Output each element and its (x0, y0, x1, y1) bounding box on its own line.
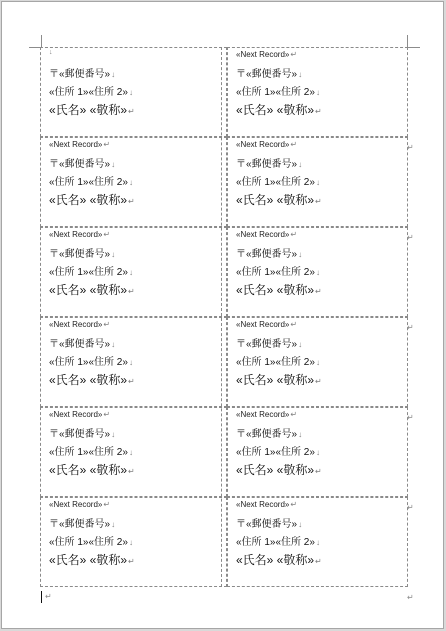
paragraph-mark: ↵ (290, 50, 298, 59)
name-field[interactable] (49, 371, 135, 388)
address-field-text: «住所 1»«住所 2» (236, 87, 315, 98)
address-field-text: «住所 1»«住所 2» (236, 177, 315, 188)
next-record-field[interactable] (236, 410, 297, 419)
zip-code-field[interactable] (236, 155, 302, 170)
row-end-mark: ↵ (407, 503, 414, 512)
label-cell[interactable] (227, 137, 408, 227)
next-record-field[interactable] (49, 140, 110, 149)
line-end-mark: ↵ (128, 467, 135, 476)
line-end-mark: ↵ (128, 107, 135, 116)
next-record-text: «Next Record» (49, 140, 103, 149)
zip-code-field-text: 〒«郵便番号» (236, 429, 298, 440)
address-field-text: «住所 1»«住所 2» (49, 267, 128, 278)
address-field[interactable] (49, 173, 133, 188)
address-field[interactable] (49, 263, 133, 278)
line-end-mark: ↓ (315, 358, 320, 367)
line-end-mark: ↓ (128, 88, 133, 97)
address-field-text: «住所 1»«住所 2» (49, 177, 128, 188)
line-end-mark: ↓ (111, 340, 116, 349)
line-end-mark: ↵ (128, 377, 135, 386)
address-field-text: «住所 1»«住所 2» (49, 357, 128, 368)
zip-code-field[interactable] (49, 65, 115, 80)
address-field[interactable] (236, 83, 320, 98)
name-field[interactable] (49, 281, 135, 298)
line-end-mark: ↓ (128, 538, 133, 547)
name-field-text: «氏名» «敬称» (49, 463, 128, 477)
paragraph-mark: ↵ (290, 320, 298, 329)
address-field[interactable] (236, 353, 320, 368)
zip-code-field[interactable] (236, 335, 302, 350)
address-field[interactable] (236, 173, 320, 188)
label-cell[interactable] (227, 227, 408, 317)
address-field[interactable] (236, 533, 320, 548)
name-field-text: «氏名» «敬称» (49, 193, 128, 207)
line-end-mark: ↓ (315, 178, 320, 187)
name-field-text: «氏名» «敬称» (236, 373, 315, 387)
zip-code-field[interactable] (236, 515, 302, 530)
address-field[interactable] (236, 263, 320, 278)
zip-code-field-text: 〒«郵便番号» (236, 339, 298, 350)
zip-code-field-text: 〒«郵便番号» (236, 249, 298, 260)
zip-code-field-text: 〒«郵便番号» (49, 339, 111, 350)
line-end-mark: ↓ (128, 178, 133, 187)
zip-code-field[interactable] (49, 335, 115, 350)
paragraph-mark: ↵ (103, 230, 111, 239)
label-cell[interactable] (40, 317, 227, 407)
line-end-mark: ↵ (315, 557, 322, 566)
label-cell[interactable] (40, 227, 227, 317)
line-end-mark: ↓ (128, 268, 133, 277)
line-end-mark: ↓ (298, 340, 303, 349)
next-record-text: «Next Record» (236, 410, 290, 419)
line-end-mark: ↓ (111, 70, 116, 79)
paragraph-mark: ↵ (103, 500, 111, 509)
name-field[interactable] (49, 101, 135, 118)
zip-code-field[interactable] (49, 425, 115, 440)
zip-code-field-text: 〒«郵便番号» (49, 429, 111, 440)
address-field[interactable] (236, 443, 320, 458)
line-end-mark: ↓ (111, 430, 116, 439)
line-end-mark: ↵ (315, 107, 322, 116)
name-field[interactable] (236, 551, 322, 568)
document-page[interactable] (1, 1, 444, 629)
row-end-mark: ↵ (407, 233, 414, 242)
name-field[interactable] (49, 461, 135, 478)
address-field-text: «住所 1»«住所 2» (236, 537, 315, 548)
address-field-text: «住所 1»«住所 2» (49, 87, 128, 98)
zip-code-field-text: 〒«郵便番号» (49, 69, 111, 80)
row-end-mark: ↵ (407, 323, 414, 332)
next-record-field[interactable] (236, 230, 297, 239)
name-field[interactable] (236, 191, 322, 208)
line-end-mark: ↓ (298, 520, 303, 529)
zip-code-field-text: 〒«郵便番号» (49, 159, 111, 170)
label-cell[interactable] (40, 497, 227, 587)
address-field-text: «住所 1»«住所 2» (236, 267, 315, 278)
next-record-text: «Next Record» (236, 50, 290, 59)
label-cell[interactable] (227, 407, 408, 497)
address-field-text: «住所 1»«住所 2» (49, 447, 128, 458)
line-end-mark: ↵ (128, 197, 135, 206)
line-end-mark: ↓ (111, 160, 116, 169)
zip-code-field-text: 〒«郵便番号» (49, 519, 111, 530)
line-end-mark: ↓ (111, 250, 116, 259)
text-cursor (41, 591, 42, 603)
line-end-mark: ↓ (128, 448, 133, 457)
paragraph-mark: ↵ (290, 230, 298, 239)
zip-code-field[interactable] (49, 515, 115, 530)
next-record-text: «Next Record» (236, 140, 290, 149)
line-end-mark: ↵ (315, 287, 322, 296)
label-cell[interactable] (227, 497, 408, 587)
address-field[interactable] (49, 83, 133, 98)
line-end-mark: ↓ (315, 538, 320, 547)
name-field-text: «氏名» «敬称» (49, 373, 128, 387)
zip-code-field-text: 〒«郵便番号» (236, 519, 298, 530)
next-record-text: «Next Record» (49, 410, 103, 419)
line-end-mark: ↓ (298, 250, 303, 259)
next-record-field[interactable] (236, 140, 297, 149)
name-field-text: «氏名» «敬称» (49, 283, 128, 297)
document-end-mark: ↵ (45, 592, 52, 601)
line-end-mark: ↓ (128, 358, 133, 367)
zip-code-field[interactable] (236, 65, 302, 80)
name-field-text: «氏名» «敬称» (236, 103, 315, 117)
row-end-mark: ↵ (407, 593, 414, 602)
name-field[interactable] (236, 371, 322, 388)
address-field-text: «住所 1»«住所 2» (236, 447, 315, 458)
name-field-text: «氏名» «敬称» (236, 463, 315, 477)
name-field[interactable] (49, 191, 135, 208)
name-field-text: «氏名» «敬称» (49, 103, 128, 117)
paragraph-mark: ↵ (290, 140, 298, 149)
name-field-text: «氏名» «敬称» (236, 553, 315, 567)
label-cell[interactable] (40, 407, 227, 497)
next-record-field[interactable] (236, 50, 297, 59)
address-field-text: «住所 1»«住所 2» (236, 357, 315, 368)
address-field[interactable] (49, 353, 133, 368)
name-field-text: «氏名» «敬称» (236, 283, 315, 297)
zip-code-field[interactable] (49, 155, 115, 170)
name-field-text: «氏名» «敬称» (236, 193, 315, 207)
next-record-text: «Next Record» (236, 500, 290, 509)
first-label-mark: ↓ (49, 49, 53, 56)
zip-code-field-text: 〒«郵便番号» (236, 69, 298, 80)
line-end-mark: ↵ (315, 467, 322, 476)
address-field[interactable] (49, 533, 133, 548)
paragraph-mark: ↵ (290, 410, 298, 419)
row-end-mark: ↵ (407, 413, 414, 422)
label-cell[interactable] (227, 317, 408, 407)
line-end-mark: ↓ (298, 70, 303, 79)
next-record-text: «Next Record» (236, 230, 290, 239)
name-field[interactable] (236, 101, 322, 118)
next-record-text: «Next Record» (236, 320, 290, 329)
next-record-field[interactable] (49, 500, 110, 509)
name-field[interactable] (49, 551, 135, 568)
next-record-field[interactable] (49, 230, 110, 239)
line-end-mark: ↓ (315, 268, 320, 277)
label-table[interactable] (40, 47, 408, 587)
line-end-mark: ↓ (315, 88, 320, 97)
label-cell[interactable] (40, 47, 227, 137)
zip-code-field[interactable] (49, 245, 115, 260)
zip-code-field-text: 〒«郵便番号» (236, 159, 298, 170)
paragraph-mark: ↵ (103, 410, 111, 419)
next-record-field[interactable] (49, 320, 110, 329)
name-field[interactable] (236, 281, 322, 298)
name-field[interactable] (236, 461, 322, 478)
line-end-mark: ↓ (298, 430, 303, 439)
paragraph-mark: ↵ (103, 140, 111, 149)
paragraph-mark: ↵ (103, 320, 111, 329)
address-field-text: «住所 1»«住所 2» (49, 537, 128, 548)
line-end-mark: ↵ (128, 287, 135, 296)
next-record-field[interactable] (236, 500, 297, 509)
line-end-mark: ↵ (128, 557, 135, 566)
next-record-text: «Next Record» (49, 230, 103, 239)
line-end-mark: ↓ (111, 520, 116, 529)
zip-code-field[interactable] (236, 425, 302, 440)
next-record-text: «Next Record» (49, 500, 103, 509)
zip-code-field[interactable] (236, 245, 302, 260)
line-end-mark: ↵ (315, 377, 322, 386)
row-end-mark: ↵ (407, 143, 414, 152)
next-record-text: «Next Record» (49, 320, 103, 329)
label-cell[interactable] (227, 47, 408, 137)
line-end-mark: ↵ (315, 197, 322, 206)
next-record-field[interactable] (236, 320, 297, 329)
name-field-text: «氏名» «敬称» (49, 553, 128, 567)
address-field[interactable] (49, 443, 133, 458)
line-end-mark: ↓ (315, 448, 320, 457)
paragraph-mark: ↵ (290, 500, 298, 509)
crop-mark-top-right (407, 35, 420, 48)
label-cell[interactable] (40, 137, 227, 227)
next-record-field[interactable] (49, 410, 110, 419)
zip-code-field-text: 〒«郵便番号» (49, 249, 111, 260)
line-end-mark: ↓ (298, 160, 303, 169)
